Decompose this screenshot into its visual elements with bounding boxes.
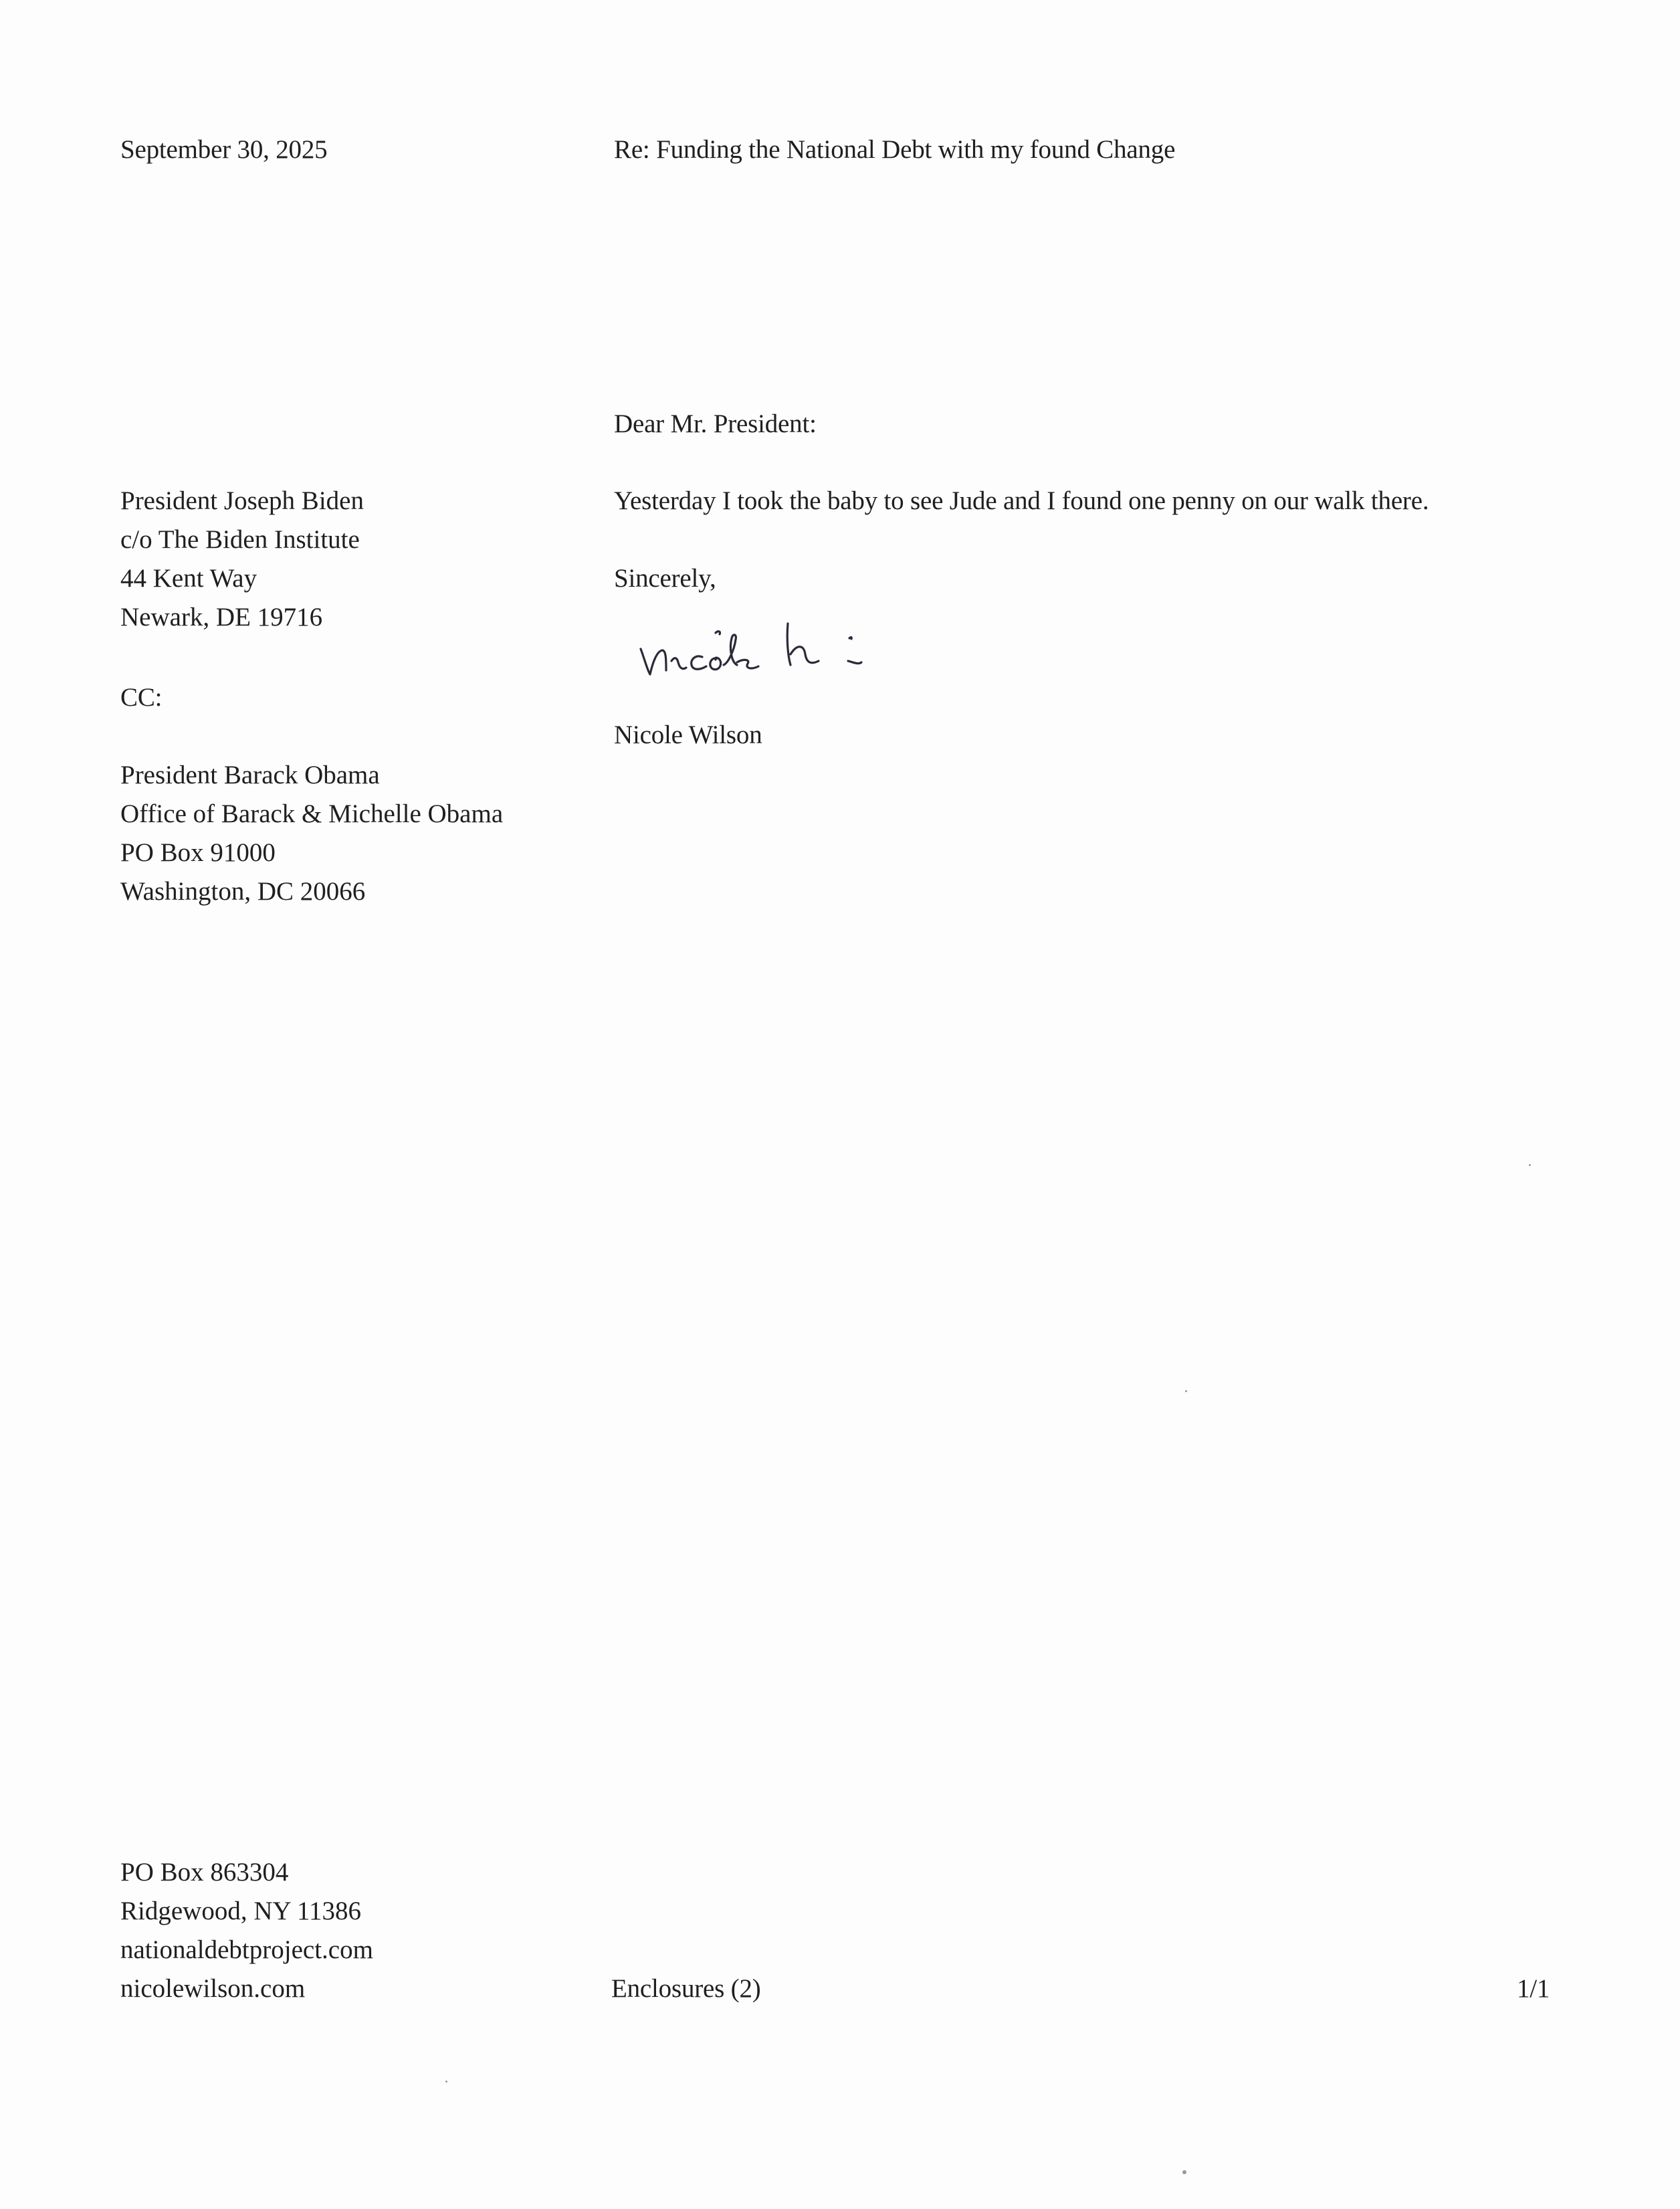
- recipient-address: [120, 482, 364, 637]
- cc-line: PO Box 91000: [120, 838, 276, 867]
- cc-label: CC:: [120, 683, 163, 712]
- signature-icon: [635, 595, 983, 696]
- sender-line: nationaldebtproject.com: [120, 1935, 373, 1964]
- recipient-line: c/o The Biden Institute: [120, 525, 360, 554]
- letter-date: September 30, 2025: [120, 135, 328, 164]
- letter-subject: Re: Funding the National Debt with my found Change: [614, 135, 1176, 164]
- sender-address: [120, 1853, 373, 2008]
- closing: Sincerely,: [614, 564, 716, 593]
- cc-address: [120, 756, 503, 911]
- sender-line: nicolewilson.com: [120, 1974, 306, 2003]
- cc-line: Office of Barack & Michelle Obama: [120, 799, 504, 828]
- page-number: 1/1: [1517, 1974, 1550, 2003]
- scan-speck: [1529, 1164, 1531, 1166]
- recipient-line: Newark, DE 19716: [120, 603, 323, 632]
- sender-line: PO Box 863304: [120, 1858, 289, 1887]
- enclosures: Enclosures (2): [611, 1974, 761, 2003]
- handwritten-signature: [635, 595, 983, 696]
- recipient-line: President Joseph Biden: [120, 486, 364, 515]
- scan-speck: [445, 2081, 447, 2083]
- scan-speck: [1182, 2170, 1186, 2174]
- sender-line: Ridgewood, NY 11386: [120, 1897, 362, 1925]
- recipient-line: 44 Kent Way: [120, 564, 257, 593]
- salutation: Dear Mr. President:: [614, 409, 817, 438]
- signature-name: Nicole Wilson: [614, 721, 762, 749]
- cc-line: President Barack Obama: [120, 761, 380, 789]
- letter-body: Yesterday I took the baby to see Jude and I found one penny on our walk there.: [614, 486, 1429, 515]
- scan-speck: [1185, 1390, 1187, 1392]
- cc-line: Washington, DC 20066: [120, 877, 366, 906]
